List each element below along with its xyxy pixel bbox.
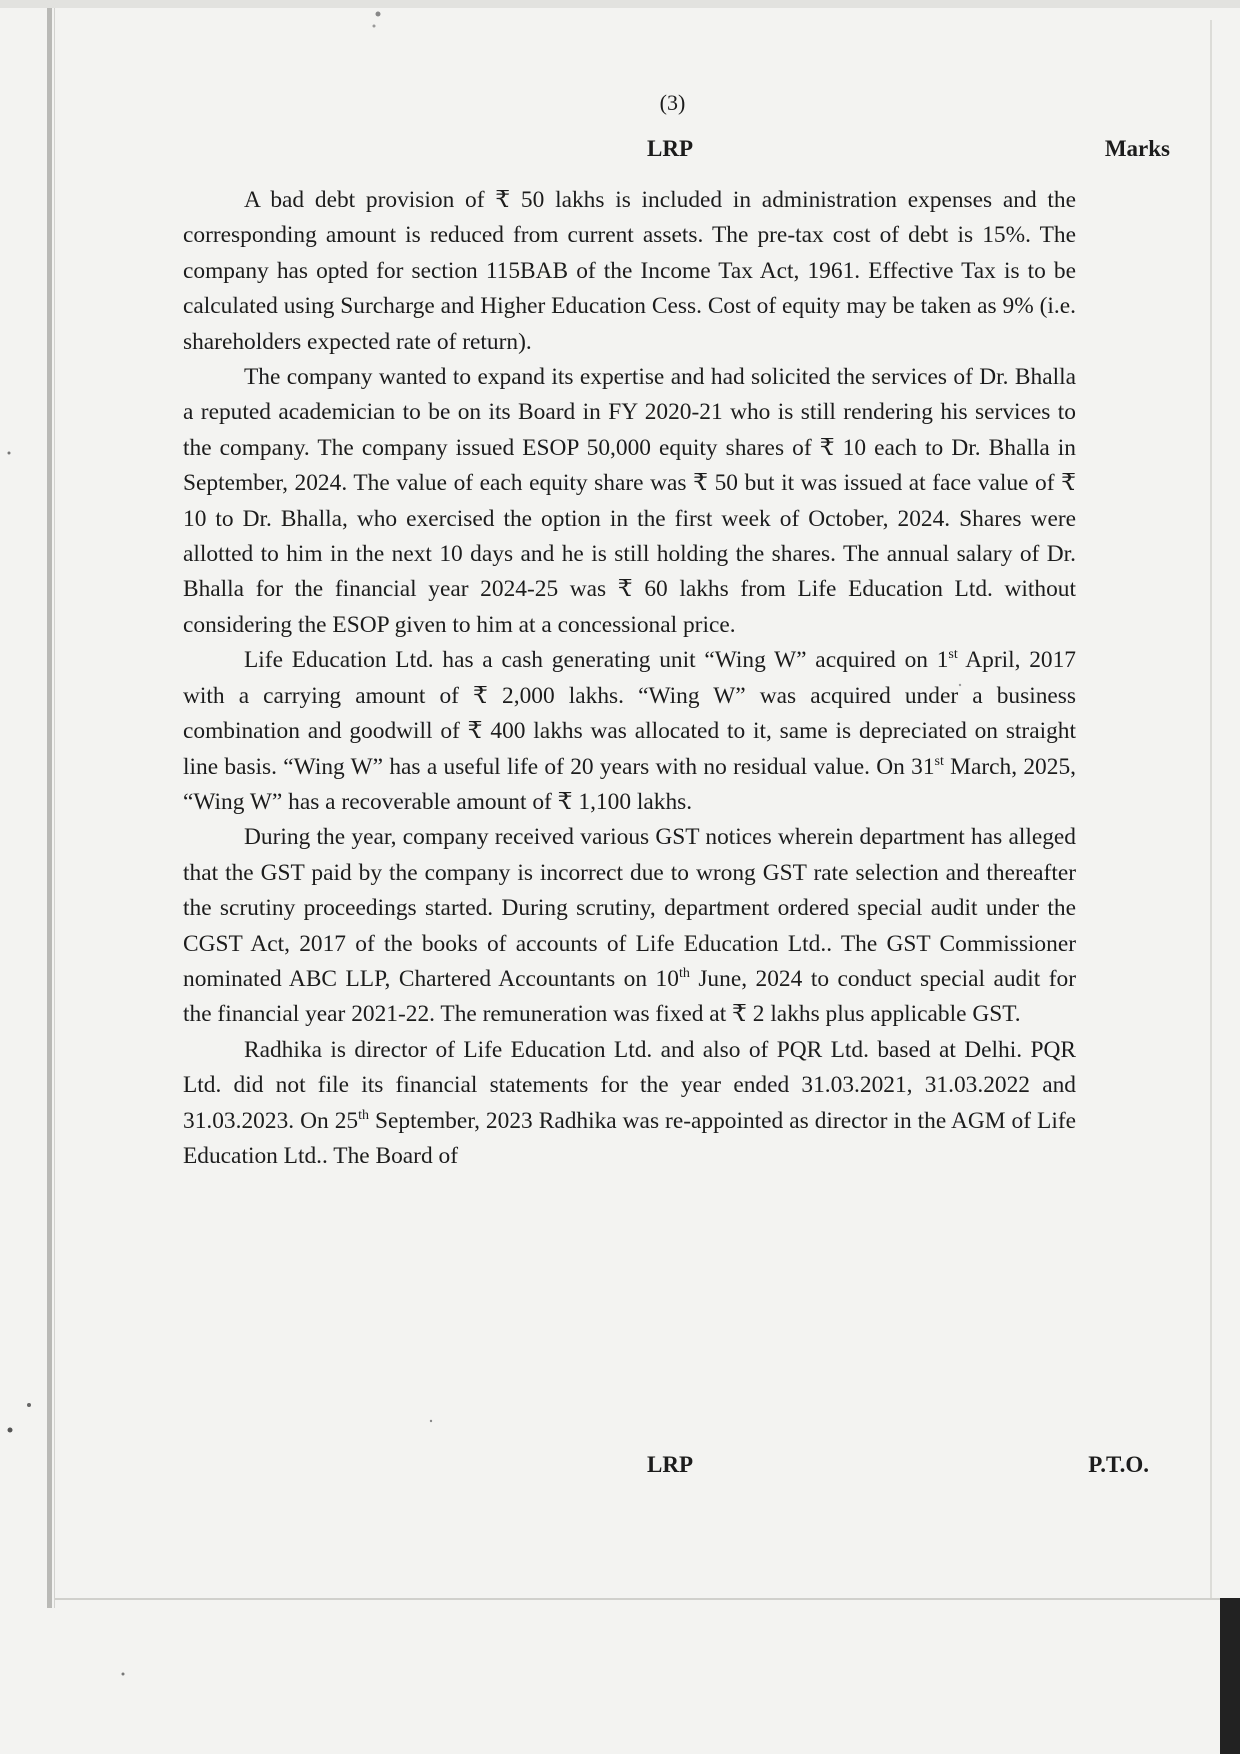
paragraph-text: Life Education Ltd. has a cash generating unit “Wing W” acquired on 1 xyxy=(244,647,949,674)
paragraph-text: A bad debt provision of ₹ 50 lakhs is included in administration expenses and the corresponding amount is reduced from current assets. The pre-tax cost of debt is 15%. The company has opted for section 115BAB of the Income Tax Act, 1961. Effective Tax is to be calculated using Surcharge and Higher Education Cess. Cost of equity may be taken as 9% (i.e. shareholders expected rate of return). xyxy=(183,187,1076,355)
paragraph-bad-debt xyxy=(183,183,1076,360)
ordinal-suffix: st xyxy=(934,753,944,769)
paragraph-wing-w xyxy=(183,643,1076,820)
paragraph-text: Radhika is director of Life Education Ltd. and also of PQR Ltd. based at Delhi. PQR Ltd. did not file its financial statements for the year ended 31.03.2021, 31.03.2022 and 31.03.2023. On 25 xyxy=(183,1036,1076,1134)
ordinal-suffix: th xyxy=(358,1107,369,1123)
header-paper-code: LRP xyxy=(647,136,693,161)
paragraph-text: June, 2024 to conduct special audit for the financial year 2021-22. The remuneration was fixed at ₹ 2 lakhs plus applicable GST. xyxy=(183,965,1076,1028)
paragraph-text: During the year, company received various GST notices wherein department has alleged that the GST paid by the company is incorrect due to wrong GST rate selection and thereafter the scrutiny proceedings started. During scrutiny, department ordered special audit under the CGST Act, 2017 of the books of accounts of Life Education Ltd.. The GST Commissioner nominated ABC LLP, Chartered Accountants on 10 xyxy=(183,824,1076,992)
paragraph-gst xyxy=(183,820,1076,1032)
page-number: (3) xyxy=(659,90,686,115)
question-body xyxy=(183,183,1076,1174)
page-footer xyxy=(0,1452,1240,1484)
page-header xyxy=(0,136,1240,168)
paragraph-esop xyxy=(183,360,1076,643)
header-marks-label: Marks xyxy=(1104,136,1170,161)
paragraph-text: April, 2017 with a carrying amount of ₹ 2,000 lakhs. “Wing W” was acquired under a business combination and goodwill of ₹ 400 lakhs was allocated to it, same is depreciated on straight line basis. “Wing W” has a useful life of 20 years with no residual value. On 31 xyxy=(183,647,1076,780)
footer-paper-code: LRP xyxy=(647,1452,693,1477)
paragraph-text: March, 2025, “Wing W” has a recoverable amount of ₹ 1,100 lakhs. xyxy=(183,753,1076,815)
ordinal-suffix: th xyxy=(678,965,690,981)
paragraph-radhika xyxy=(183,1033,1076,1175)
paragraph-text: The company wanted to expand its expertise and had solicited the services of Dr. Bhalla a reputed academician to be on its Board in FY 2020-21 who is still rendering his services to the company. The company issued ESOP 50,000 equity shares of ₹ 10 each to Dr. Bhalla in September, 2024. The value of each equity share was ₹ 50 but it was issued at face value of ₹ 10 to Dr. Bhalla, who exercised the option in the first week of October, 2024. Shares were allotted to him in the next 10 days and he is still holding the shares. The annual salary of Dr. Bhalla for the financial year 2024-25 was ₹ 60 lakhs from Life Education Ltd. without considering the ESOP given to him at a concessional price. xyxy=(183,364,1076,638)
ordinal-suffix: st xyxy=(948,647,958,663)
paragraph-text: September, 2023 Radhika was re-appointed as director in the AGM of Life Education Ltd.. The Board of xyxy=(183,1107,1076,1169)
footer-pto: P.T.O. xyxy=(1088,1452,1149,1477)
